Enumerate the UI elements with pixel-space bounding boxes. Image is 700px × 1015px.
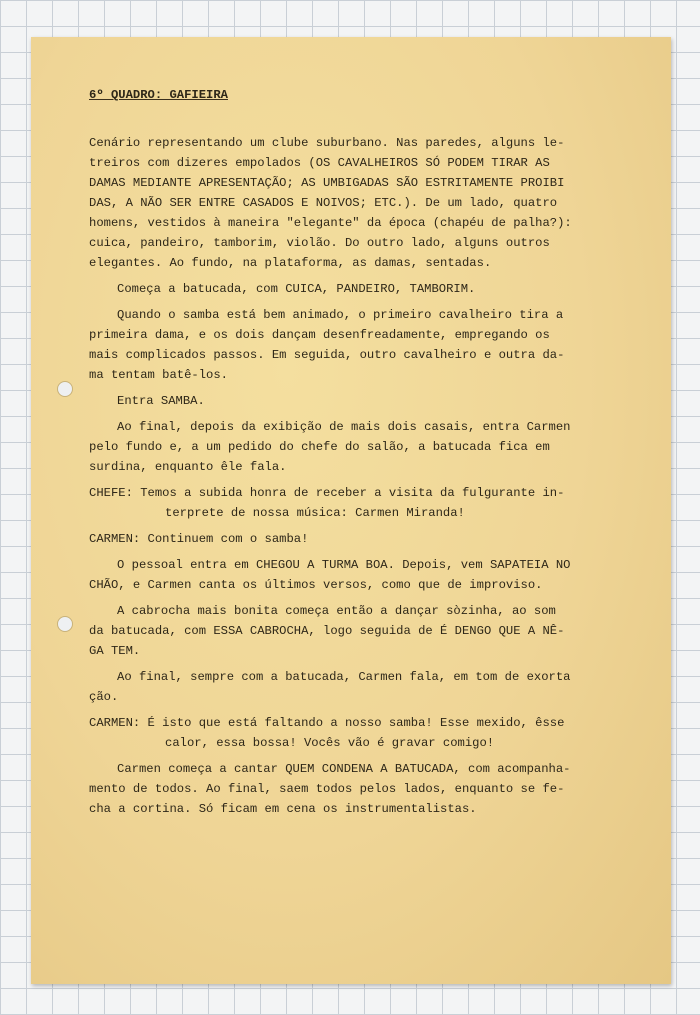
- punch-hole: [57, 381, 73, 397]
- text-line: Começa a batucada, com CUICA, PANDEIRO, TAMBORIM.: [117, 282, 476, 296]
- text-line: DAMAS MEDIANTE APRESENTAÇÃO; AS UMBIGADAS SÃO ESTRITAMENTE PROIBI: [89, 176, 565, 190]
- paragraph-batucada: [89, 279, 629, 299]
- text-line: CARMEN: É isto que está faltando a nosso samba! Esse mexido, êsse: [89, 716, 565, 730]
- text-line: terprete de nossa música: Carmen Miranda!: [165, 506, 465, 520]
- text-line: ção.: [89, 690, 119, 704]
- text-line: surdina, enquanto êle fala.: [89, 460, 287, 474]
- text-line: Ao final, depois da exibição de mais dois casais, entra Carmen: [117, 420, 571, 434]
- text-line: Cenário representando um clube suburbano. Nas paredes, alguns le-: [89, 136, 565, 150]
- text-line: homens, vestidos à maneira "elegante" da época (chapéu de palha?):: [89, 216, 572, 230]
- text-line: A cabrocha mais bonita começa então a dançar sòzinha, ao som: [117, 604, 556, 618]
- paragraph-cabrocha: [89, 601, 629, 661]
- text-line: cuica, pandeiro, tamborim, violão. Do outro lado, alguns outros: [89, 236, 550, 250]
- text-line: CARMEN: Continuem com o samba!: [89, 532, 309, 546]
- dialogue-carmen-2: [89, 713, 629, 753]
- text-line: GA TEM.: [89, 644, 141, 658]
- text-line: Entra SAMBA.: [117, 394, 205, 408]
- text-line: pelo fundo e, a um pedido do chefe do salão, a batucada fica em: [89, 440, 550, 454]
- paragraph-cenario: [89, 133, 629, 273]
- text-line: Carmen começa a cantar QUEM CONDENA A BATUCADA, com acompanha-: [117, 762, 571, 776]
- page-text: [89, 85, 629, 825]
- dialogue-chefe: [89, 483, 629, 523]
- punch-hole: [57, 616, 73, 632]
- text-line: CHÃO, e Carmen canta os últimos versos, como que de improviso.: [89, 578, 543, 592]
- text-line: elegantes. Ao fundo, na plataforma, as damas, sentadas.: [89, 256, 492, 270]
- text-line: CHEFE: Temos a subida honra de receber a visita da fulgurante in-: [89, 486, 565, 500]
- text-line: da batucada, com ESSA CABROCHA, logo seguida de É DENGO QUE A NÊ-: [89, 624, 565, 638]
- text-line: Quando o samba está bem animado, o primeiro cavalheiro tira a: [117, 308, 564, 322]
- scene-title: 6º QUADRO: GAFIEIRA: [89, 88, 228, 102]
- text-line: calor, essa bossa! Vocês vão é gravar comigo!: [165, 736, 495, 750]
- paragraph-samba-animado: [89, 305, 629, 385]
- paragraph-exortacao: [89, 667, 629, 707]
- text-line: treiros com dizeres empolados (OS CAVALHEIROS SÓ PODEM TIRAR AS: [89, 156, 550, 170]
- paragraph-final: [89, 759, 629, 819]
- paragraph-entra-carmen: [89, 417, 629, 477]
- typewritten-page: [31, 37, 671, 984]
- text-line: cha a cortina. Só ficam em cena os instrumentalistas.: [89, 802, 477, 816]
- text-line: O pessoal entra em CHEGOU A TURMA BOA. Depois, vem SAPATEIA NO: [117, 558, 571, 572]
- text-line: DAS, A NÃO SER ENTRE CASADOS E NOIVOS; ETC.). De um lado, quatro: [89, 196, 558, 210]
- text-line: Ao final, sempre com a batucada, Carmen fala, em tom de exorta: [117, 670, 571, 684]
- text-line: mais complicados passos. Em seguida, outro cavalheiro e outra da-: [89, 348, 565, 362]
- dialogue-carmen-1: [89, 529, 629, 549]
- paragraph-entra-samba: [89, 391, 629, 411]
- text-line: primeira dama, e os dois dançam desenfreadamente, empregando os: [89, 328, 550, 342]
- text-line: ma tentam batê-los.: [89, 368, 228, 382]
- text-line: mento de todos. Ao final, saem todos pelos lados, enquanto se fe-: [89, 782, 565, 796]
- paragraph-turma-boa: [89, 555, 629, 595]
